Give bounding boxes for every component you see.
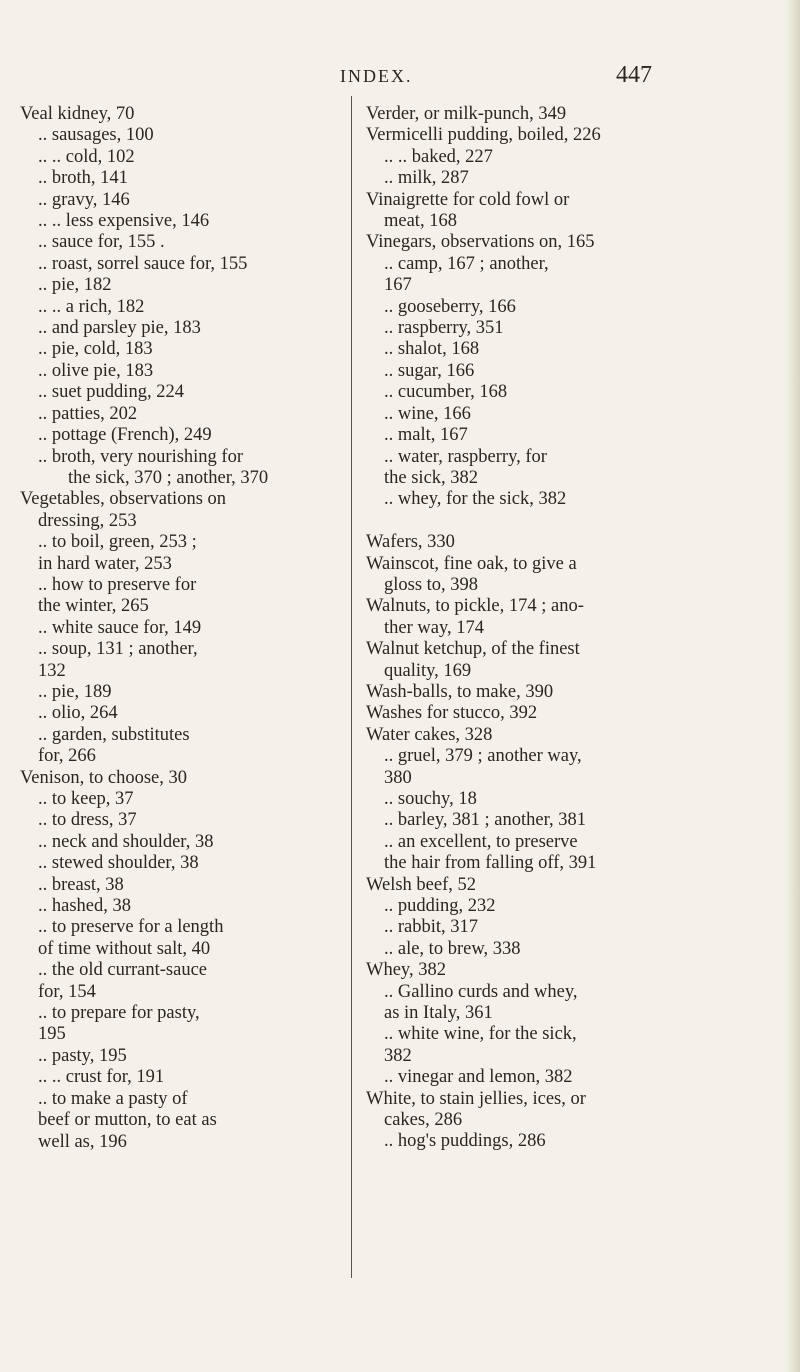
index-entry: .. camp, 167 ; another,	[384, 253, 549, 274]
index-entry: .. gruel, 379 ; another way,	[384, 746, 582, 767]
index-entry: .. suet pudding, 224	[38, 382, 184, 403]
index-entry: .. raspberry, 351	[384, 318, 504, 339]
index-entry: .. rabbit, 317	[384, 917, 479, 938]
index-entry: .. to preserve for a length	[38, 917, 224, 938]
index-entry: Vermicelli pudding, boiled, 226	[366, 125, 601, 146]
index-entry: .. hog's puddings, 286	[384, 1131, 546, 1152]
index-entry: Walnuts, to pickle, 174 ; ano-	[366, 596, 584, 617]
index-entry: ther way, 174	[384, 617, 485, 638]
index-entry: Vinaigrette for cold fowl or	[366, 189, 570, 210]
index-entry: .. .. crust for, 191	[38, 1067, 165, 1088]
index-entry: Walnut ketchup, of the finest	[366, 639, 580, 660]
index-entry: .. gravy, 146	[38, 189, 130, 210]
index-entry: gloss to, 398	[384, 574, 479, 595]
index-entry: .. the old currant-sauce	[38, 960, 207, 981]
index-entry: well as, 196	[38, 1131, 127, 1152]
index-entry: Whey, 382	[366, 960, 446, 981]
index-entry: .. to boil, green, 253 ;	[38, 532, 197, 553]
index-entry: .. cucumber, 168	[384, 382, 508, 403]
index-entry: Wash-balls, to make, 390	[366, 681, 554, 702]
index-entry: Washes for stucco, 392	[366, 703, 538, 724]
index-entry: quality, 169	[384, 660, 472, 681]
index-entry: 132	[38, 660, 66, 681]
index-entry: 167	[384, 275, 412, 296]
index-entry: .. an excellent, to preserve	[384, 831, 578, 852]
index-entry: .. malt, 167	[384, 425, 468, 446]
index-entry: .. sausages, 100	[38, 125, 154, 146]
index-entry: Veal kidney, 70	[20, 104, 135, 124]
index-entry: Water cakes, 328	[366, 724, 493, 745]
index-entry: the sick, 370 ; another, 370	[68, 467, 269, 488]
index-entry: .. soup, 131 ; another,	[38, 639, 198, 660]
index-entry: .. whey, for the sick, 382	[384, 489, 567, 510]
index-entry: .. wine, 166	[384, 403, 471, 424]
index-entry: .. pudding, 232	[384, 896, 496, 917]
index-entry: .. water, raspberry, for	[384, 446, 547, 467]
running-title: INDEX.	[340, 66, 413, 86]
index-entry: .. to keep, 37	[38, 789, 134, 809]
index-entry: .. .. a rich, 182	[38, 296, 145, 317]
index-entry: the hair from falling off, 391	[384, 853, 597, 874]
index-entry: White, to stain jellies, ices, or	[366, 1088, 586, 1109]
index-entry: .. sugar, 166	[384, 360, 475, 381]
index-entry: cakes, 286	[384, 1110, 463, 1131]
index-entry: .. pottage (French), 249	[38, 425, 212, 446]
index-entry: .. sauce for, 155 .	[38, 232, 165, 253]
index-entry: .. roast, sorrel sauce for, 155	[38, 253, 248, 274]
index-entry: meat, 168	[384, 211, 457, 232]
index-entry: .. and parsley pie, 183	[38, 318, 201, 339]
index-entry: in hard water, 253	[38, 553, 172, 574]
index-entry: .. white wine, for the sick,	[384, 1024, 577, 1045]
index-entry: .. milk, 287	[384, 168, 469, 189]
index-entry: 195	[38, 1024, 66, 1045]
index-entry: of time without salt, 40	[38, 938, 211, 959]
index-entry: .. to prepare for pasty,	[38, 1003, 200, 1024]
index-entry: .. vinegar and lemon, 382	[384, 1067, 573, 1088]
index-entry: .. souchy, 18	[384, 788, 477, 809]
index-entry: .. broth, very nourishing for	[38, 446, 244, 467]
index-entry: .. pie, 182	[38, 275, 112, 296]
index-entry: .. ale, to brew, 338	[384, 938, 521, 959]
index-entry: .. pasty, 195	[38, 1045, 127, 1066]
index-entry: dressing, 253	[38, 510, 137, 531]
index-entry: .. neck and shoulder, 38	[38, 831, 214, 852]
index-entry: .. pie, cold, 183	[38, 339, 153, 360]
index-entry: .. olive pie, 183	[38, 360, 154, 381]
index-entry: Wainscot, fine oak, to give a	[366, 553, 577, 574]
index-entry: .. how to preserve for	[38, 574, 197, 595]
index-entry: .. .. baked, 227	[384, 146, 493, 167]
index-entry: .. to dress, 37	[38, 810, 137, 831]
page-header	[0, 62, 800, 92]
index-entry: Verder, or milk-punch, 349	[366, 104, 567, 124]
index-entry: .. Gallino curds and whey,	[384, 981, 578, 1002]
index-entry: .. olio, 264	[38, 703, 118, 724]
index-entry: .. barley, 381 ; another, 381	[384, 810, 587, 831]
index-column-right	[366, 104, 704, 1153]
index-entry: Vegetables, observations on	[20, 489, 227, 510]
index-entry: the winter, 265	[38, 596, 149, 617]
index-column-left	[20, 104, 342, 1153]
column-divider	[351, 96, 352, 1278]
index-entry: .. to make a pasty of	[38, 1088, 188, 1109]
index-entry: .. .. cold, 102	[38, 146, 135, 167]
index-entry: the sick, 382	[384, 467, 479, 488]
index-entry: Welsh beef, 52	[366, 874, 476, 895]
index-entry: .. garden, substitutes	[38, 724, 190, 745]
index-entry: Venison, to choose, 30	[20, 767, 187, 788]
index-entry: .. stewed shoulder, 38	[38, 853, 199, 874]
page-number: 447	[616, 62, 652, 88]
entry-spacer	[366, 511, 704, 532]
index-entry: for, 266	[38, 746, 96, 767]
index-entry: .. shalot, 168	[384, 339, 480, 360]
index-entry: .. pie, 189	[38, 681, 112, 702]
index-entry: 380	[384, 767, 412, 788]
index-entry: .. .. less expensive, 146	[38, 211, 210, 232]
index-entry: beef or mutton, to eat as	[38, 1110, 217, 1131]
index-entry: .. hashed, 38	[38, 896, 131, 917]
index-entry: .. white sauce for, 149	[38, 617, 202, 638]
index-entry: 382	[384, 1045, 412, 1066]
page-edge	[786, 0, 800, 1372]
index-entry: .. breast, 38	[38, 874, 124, 895]
index-entry: .. broth, 141	[38, 168, 128, 189]
index-entry: Vinegars, observations on, 165	[366, 232, 595, 253]
index-entry: Wafers, 330	[366, 532, 455, 553]
index-entry: as in Italy, 361	[384, 1003, 493, 1024]
index-entry: for, 154	[38, 981, 96, 1002]
index-entry: .. patties, 202	[38, 403, 138, 424]
index-entry: .. gooseberry, 166	[384, 296, 516, 317]
